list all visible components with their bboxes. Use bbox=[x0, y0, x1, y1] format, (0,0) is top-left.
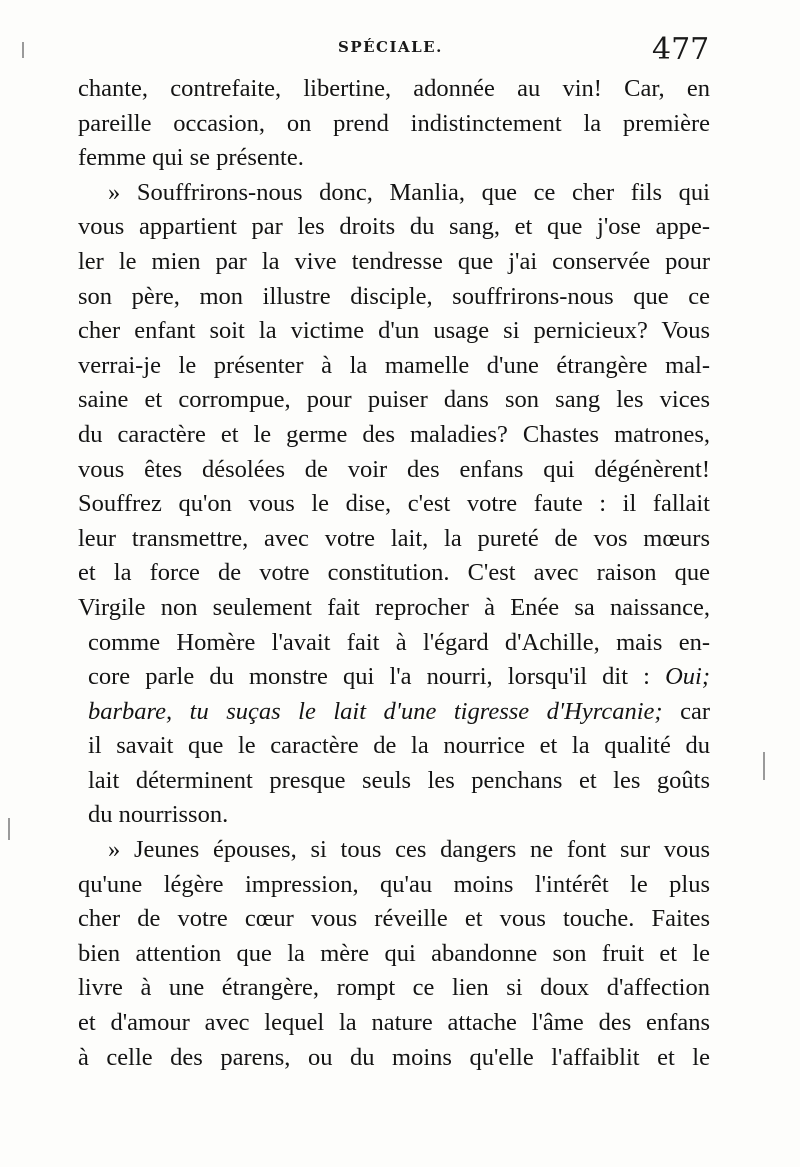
text-line: Souffrez qu'on vous le dise, c'est votre faute : il fallait bbox=[78, 490, 710, 518]
text-line: lait déterminent presque seuls les penchans et les goûts bbox=[88, 766, 710, 794]
page-edge-mark bbox=[8, 818, 10, 840]
text-line: son père, mon illustre disciple, souffrirons-nous que ce bbox=[78, 282, 710, 310]
text-line: pareille occasion, on prend indistinctement la première bbox=[78, 109, 710, 137]
text-line: du nourrisson. bbox=[88, 801, 229, 829]
text-line: leur transmettre, avec votre lait, la pureté de vos mœurs bbox=[78, 524, 710, 552]
text-line: vous appartient par les droits du sang, et que j'ose appe- bbox=[78, 213, 710, 241]
italic-quote-start: Oui; bbox=[665, 663, 711, 691]
text-line: femme qui se présente. bbox=[78, 144, 304, 172]
paragraph-start-line: » Souffrirons-nous donc, Manlia, que ce cher fils qui bbox=[108, 178, 710, 206]
text-line: du caractère et le germe des maladies? Chastes matrones, bbox=[78, 420, 710, 448]
text-line: chante, contrefaite, libertine, adonnée au vin! Car, en bbox=[78, 75, 710, 102]
text-line: comme Homère l'avait fait à l'égard d'Achille, mais en- bbox=[88, 628, 710, 656]
running-title: SPÉCIALE. bbox=[338, 38, 443, 56]
text-line: et d'amour avec lequel la nature attache l'âme des enfans bbox=[78, 1009, 710, 1037]
text-segment: core parle du monstre qui l'a nourri, lorsqu'il dit : bbox=[88, 663, 650, 691]
text-line: à celle des parens, ou du moins qu'elle l'affaiblit et le bbox=[78, 1043, 710, 1071]
italic-quote: barbare, tu suças le lait d'une tigresse d'Hyrcanie; bbox=[88, 697, 663, 725]
running-head bbox=[0, 32, 800, 67]
text-line: verrai-je le présenter à la mamelle d'une étrangère mal- bbox=[78, 351, 710, 379]
text-line: cher de votre cœur vous réveille et vous touche. Faites bbox=[78, 905, 710, 933]
body-text bbox=[78, 72, 710, 1075]
text-line-with-italic bbox=[78, 660, 710, 695]
text-line: ler le mien par la vive tendresse que j'ai conservée pour bbox=[78, 247, 710, 275]
text-line: bien attention que la mère qui abandonne son fruit et le bbox=[78, 939, 710, 967]
text-line: et la force de votre constitution. C'est avec raison que bbox=[78, 559, 710, 587]
page-number: 477 bbox=[652, 32, 710, 67]
page-edge-mark bbox=[763, 752, 765, 780]
text-line-with-italic bbox=[78, 695, 710, 730]
text-line: vous êtes désolées de voir des enfans qui dégénèrent! bbox=[78, 455, 710, 483]
page-edge-mark bbox=[22, 42, 24, 58]
text-line: Virgile non seulement fait reprocher à Enée sa naissance, bbox=[78, 593, 710, 621]
text-line: cher enfant soit la victime d'un usage si pernicieux? Vous bbox=[78, 317, 710, 345]
text-line: livre à une étrangère, rompt ce lien si doux d'affection bbox=[78, 974, 710, 1002]
text-line: il savait que le caractère de la nourrice et la qualité du bbox=[88, 732, 710, 760]
paragraph-start-line: » Jeunes épouses, si tous ces dangers ne font sur vous bbox=[108, 836, 710, 864]
text-line: saine et corrompue, pour puiser dans son sang les vices bbox=[78, 386, 710, 414]
text-segment: car bbox=[680, 697, 710, 725]
text-line: qu'une légère impression, qu'au moins l'intérêt le plus bbox=[78, 870, 710, 898]
